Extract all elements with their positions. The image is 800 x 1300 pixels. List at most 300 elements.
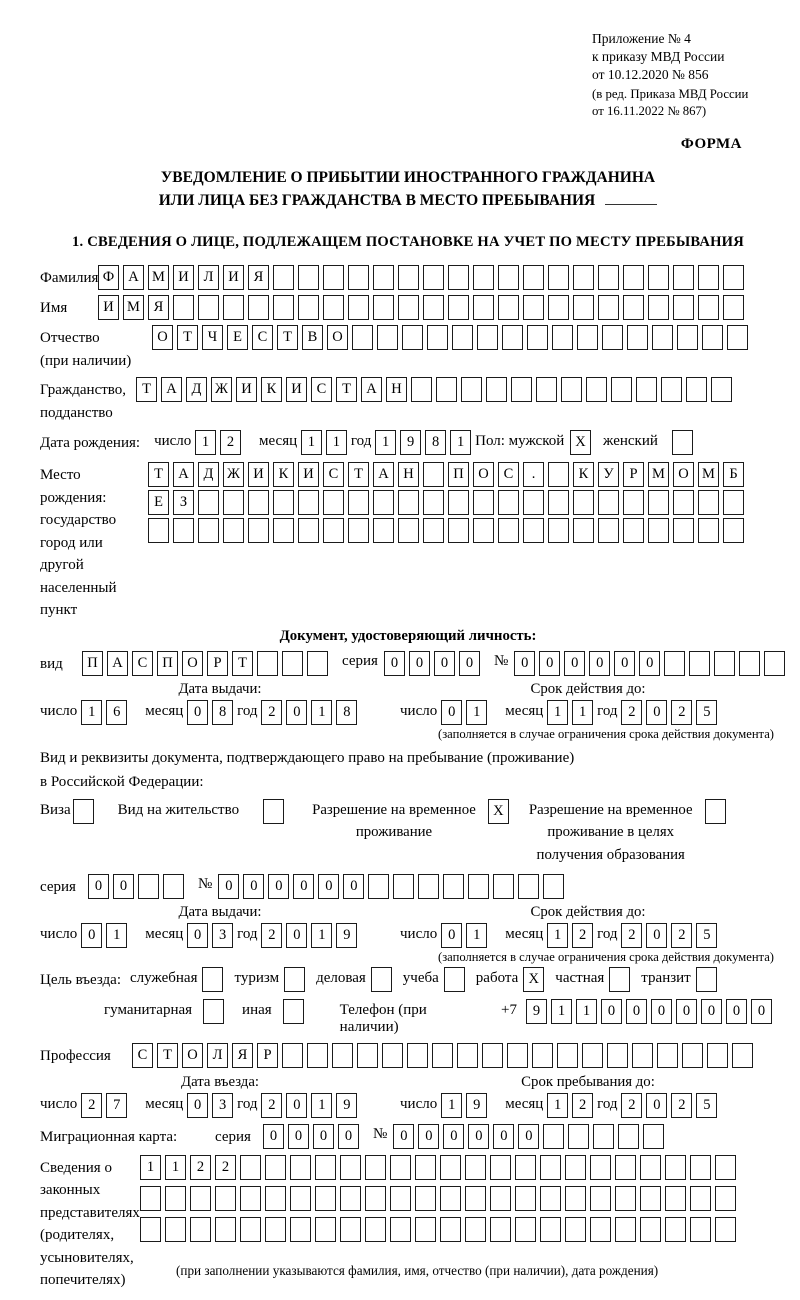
char-cell[interactable]: Я <box>148 295 169 320</box>
char-cell[interactable] <box>598 265 619 290</box>
char-cell[interactable]: 0 <box>441 700 462 725</box>
char-cell[interactable] <box>298 490 319 515</box>
char-cell[interactable] <box>473 265 494 290</box>
char-cell[interactable] <box>348 518 369 543</box>
char-cell[interactable] <box>265 1217 286 1242</box>
char-cell[interactable]: 0 <box>313 1124 334 1149</box>
char-cell[interactable] <box>140 1186 161 1211</box>
char-cell[interactable]: 9 <box>466 1093 487 1118</box>
char-cell[interactable] <box>473 295 494 320</box>
char-cell[interactable]: 7 <box>106 1093 127 1118</box>
char-cell[interactable]: 2 <box>572 923 593 948</box>
char-cell[interactable]: П <box>157 651 178 676</box>
char-cell[interactable]: Б <box>723 462 744 487</box>
char-cell[interactable] <box>573 295 594 320</box>
char-cell[interactable] <box>323 295 344 320</box>
char-cell[interactable]: 0 <box>493 1124 514 1149</box>
char-cell[interactable]: 1 <box>311 923 332 948</box>
char-cell[interactable]: 2 <box>190 1155 211 1180</box>
char-cell[interactable] <box>640 1186 661 1211</box>
char-cell[interactable] <box>764 651 785 676</box>
char-cell[interactable]: 9 <box>400 430 421 455</box>
char-cell[interactable]: 1 <box>547 1093 568 1118</box>
char-cell[interactable] <box>698 490 719 515</box>
char-cell[interactable] <box>715 1217 736 1242</box>
char-cell[interactable] <box>240 1217 261 1242</box>
char-cell[interactable] <box>540 1186 561 1211</box>
char-cell[interactable]: 1 <box>576 999 597 1024</box>
char-cell[interactable] <box>618 1124 639 1149</box>
char-cell[interactable] <box>557 1043 578 1068</box>
purpose-private-checkbox[interactable] <box>609 967 630 992</box>
char-cell[interactable] <box>165 1186 186 1211</box>
char-cell[interactable] <box>548 518 569 543</box>
char-cell[interactable]: 0 <box>187 1093 208 1118</box>
char-cell[interactable] <box>523 265 544 290</box>
char-cell[interactable]: К <box>261 377 282 402</box>
char-cell[interactable]: Д <box>186 377 207 402</box>
char-cell[interactable]: О <box>152 325 173 350</box>
char-cell[interactable] <box>248 295 269 320</box>
char-cell[interactable]: 2 <box>621 923 642 948</box>
char-cell[interactable]: 1 <box>165 1155 186 1180</box>
char-cell[interactable]: 1 <box>551 999 572 1024</box>
char-cell[interactable] <box>565 1155 586 1180</box>
char-cell[interactable]: 2 <box>621 700 642 725</box>
char-cell[interactable]: О <box>182 1043 203 1068</box>
char-cell[interactable] <box>598 490 619 515</box>
char-cell[interactable]: 0 <box>564 651 585 676</box>
char-cell[interactable] <box>523 295 544 320</box>
char-cell[interactable]: Л <box>207 1043 228 1068</box>
char-cell[interactable]: 6 <box>106 700 127 725</box>
char-cell[interactable] <box>714 651 735 676</box>
char-cell[interactable]: 1 <box>466 923 487 948</box>
char-cell[interactable]: А <box>173 462 194 487</box>
char-cell[interactable] <box>548 490 569 515</box>
char-cell[interactable]: Я <box>248 265 269 290</box>
char-cell[interactable]: М <box>148 265 169 290</box>
char-cell[interactable]: 9 <box>336 923 357 948</box>
char-cell[interactable] <box>240 1186 261 1211</box>
char-cell[interactable]: 0 <box>459 651 480 676</box>
char-cell[interactable] <box>648 295 669 320</box>
char-cell[interactable] <box>502 325 523 350</box>
char-cell[interactable]: И <box>236 377 257 402</box>
char-cell[interactable] <box>393 874 414 899</box>
char-cell[interactable] <box>407 1043 428 1068</box>
char-cell[interactable] <box>163 874 184 899</box>
char-cell[interactable] <box>198 490 219 515</box>
char-cell[interactable]: 1 <box>326 430 347 455</box>
char-cell[interactable] <box>711 377 732 402</box>
char-cell[interactable]: 2 <box>261 700 282 725</box>
char-cell[interactable] <box>523 490 544 515</box>
char-cell[interactable]: М <box>123 295 144 320</box>
char-cell[interactable] <box>315 1186 336 1211</box>
char-cell[interactable]: 2 <box>220 430 241 455</box>
char-cell[interactable]: Р <box>623 462 644 487</box>
temp-residence-education-checkbox[interactable] <box>705 799 726 824</box>
char-cell[interactable] <box>715 1186 736 1211</box>
char-cell[interactable]: 0 <box>243 874 264 899</box>
char-cell[interactable]: 5 <box>696 923 717 948</box>
char-cell[interactable] <box>215 1186 236 1211</box>
char-cell[interactable] <box>586 377 607 402</box>
char-cell[interactable]: 0 <box>338 1124 359 1149</box>
char-cell[interactable] <box>415 1217 436 1242</box>
char-cell[interactable]: Д <box>198 462 219 487</box>
char-cell[interactable] <box>436 377 457 402</box>
char-cell[interactable]: 2 <box>671 1093 692 1118</box>
char-cell[interactable] <box>640 1217 661 1242</box>
char-cell[interactable] <box>690 1186 711 1211</box>
char-cell[interactable]: К <box>573 462 594 487</box>
char-cell[interactable] <box>615 1155 636 1180</box>
char-cell[interactable] <box>543 874 564 899</box>
char-cell[interactable] <box>723 518 744 543</box>
char-cell[interactable] <box>323 518 344 543</box>
char-cell[interactable] <box>473 490 494 515</box>
char-cell[interactable] <box>590 1186 611 1211</box>
char-cell[interactable]: 0 <box>539 651 560 676</box>
char-cell[interactable] <box>365 1186 386 1211</box>
char-cell[interactable] <box>632 1043 653 1068</box>
char-cell[interactable] <box>290 1186 311 1211</box>
char-cell[interactable]: Т <box>277 325 298 350</box>
char-cell[interactable] <box>698 518 719 543</box>
char-cell[interactable] <box>665 1155 686 1180</box>
char-cell[interactable] <box>432 1043 453 1068</box>
char-cell[interactable] <box>590 1217 611 1242</box>
char-cell[interactable]: И <box>286 377 307 402</box>
purpose-other-checkbox[interactable] <box>283 999 304 1024</box>
char-cell[interactable]: О <box>327 325 348 350</box>
char-cell[interactable] <box>248 490 269 515</box>
char-cell[interactable]: 1 <box>81 700 102 725</box>
char-cell[interactable]: 0 <box>626 999 647 1024</box>
char-cell[interactable] <box>548 462 569 487</box>
char-cell[interactable]: 0 <box>286 923 307 948</box>
char-cell[interactable]: Н <box>386 377 407 402</box>
char-cell[interactable] <box>348 295 369 320</box>
char-cell[interactable]: 0 <box>646 700 667 725</box>
char-cell[interactable]: Т <box>148 462 169 487</box>
char-cell[interactable] <box>173 295 194 320</box>
char-cell[interactable] <box>598 518 619 543</box>
char-cell[interactable] <box>373 295 394 320</box>
char-cell[interactable] <box>652 325 673 350</box>
char-cell[interactable] <box>390 1186 411 1211</box>
char-cell[interactable]: Р <box>257 1043 278 1068</box>
char-cell[interactable] <box>515 1186 536 1211</box>
char-cell[interactable] <box>486 377 507 402</box>
char-cell[interactable] <box>307 651 328 676</box>
char-cell[interactable]: 1 <box>547 700 568 725</box>
char-cell[interactable]: Е <box>148 490 169 515</box>
char-cell[interactable] <box>340 1186 361 1211</box>
char-cell[interactable]: Ч <box>202 325 223 350</box>
char-cell[interactable] <box>332 1043 353 1068</box>
char-cell[interactable]: О <box>182 651 203 676</box>
char-cell[interactable] <box>190 1217 211 1242</box>
char-cell[interactable]: 1 <box>441 1093 462 1118</box>
char-cell[interactable]: 0 <box>286 700 307 725</box>
char-cell[interactable]: 0 <box>639 651 660 676</box>
char-cell[interactable]: А <box>361 377 382 402</box>
char-cell[interactable]: А <box>161 377 182 402</box>
char-cell[interactable] <box>473 518 494 543</box>
char-cell[interactable] <box>352 325 373 350</box>
char-cell[interactable] <box>689 651 710 676</box>
char-cell[interactable]: 0 <box>514 651 535 676</box>
char-cell[interactable]: П <box>448 462 469 487</box>
char-cell[interactable] <box>723 295 744 320</box>
char-cell[interactable]: А <box>373 462 394 487</box>
char-cell[interactable] <box>365 1155 386 1180</box>
char-cell[interactable] <box>165 1217 186 1242</box>
char-cell[interactable]: 2 <box>261 1093 282 1118</box>
char-cell[interactable] <box>148 518 169 543</box>
char-cell[interactable]: Т <box>177 325 198 350</box>
char-cell[interactable]: В <box>302 325 323 350</box>
char-cell[interactable] <box>427 325 448 350</box>
char-cell[interactable]: И <box>173 265 194 290</box>
char-cell[interactable] <box>623 295 644 320</box>
char-cell[interactable] <box>552 325 573 350</box>
char-cell[interactable] <box>573 265 594 290</box>
char-cell[interactable]: Ж <box>211 377 232 402</box>
char-cell[interactable]: Н <box>398 462 419 487</box>
char-cell[interactable] <box>648 518 669 543</box>
char-cell[interactable] <box>493 874 514 899</box>
char-cell[interactable] <box>723 490 744 515</box>
char-cell[interactable] <box>548 265 569 290</box>
char-cell[interactable] <box>298 265 319 290</box>
char-cell[interactable] <box>323 490 344 515</box>
char-cell[interactable] <box>411 377 432 402</box>
char-cell[interactable] <box>698 295 719 320</box>
char-cell[interactable]: 0 <box>113 874 134 899</box>
char-cell[interactable]: 2 <box>671 700 692 725</box>
char-cell[interactable] <box>615 1217 636 1242</box>
char-cell[interactable]: 0 <box>268 874 289 899</box>
temp-residence-checkbox[interactable]: X <box>488 799 509 824</box>
char-cell[interactable] <box>636 377 657 402</box>
purpose-tourism-checkbox[interactable] <box>284 967 305 992</box>
char-cell[interactable] <box>248 518 269 543</box>
char-cell[interactable] <box>273 490 294 515</box>
char-cell[interactable]: Ф <box>98 265 119 290</box>
char-cell[interactable]: 1 <box>450 430 471 455</box>
char-cell[interactable] <box>443 874 464 899</box>
char-cell[interactable]: 9 <box>336 1093 357 1118</box>
char-cell[interactable]: С <box>252 325 273 350</box>
char-cell[interactable]: Т <box>348 462 369 487</box>
char-cell[interactable] <box>573 518 594 543</box>
char-cell[interactable]: 0 <box>518 1124 539 1149</box>
char-cell[interactable] <box>138 874 159 899</box>
char-cell[interactable] <box>732 1043 753 1068</box>
residence-permit-checkbox[interactable] <box>263 799 284 824</box>
char-cell[interactable] <box>423 295 444 320</box>
char-cell[interactable] <box>665 1217 686 1242</box>
char-cell[interactable] <box>461 377 482 402</box>
char-cell[interactable] <box>515 1217 536 1242</box>
char-cell[interactable] <box>398 490 419 515</box>
char-cell[interactable] <box>648 490 669 515</box>
char-cell[interactable] <box>452 325 473 350</box>
char-cell[interactable]: П <box>82 651 103 676</box>
char-cell[interactable] <box>348 490 369 515</box>
char-cell[interactable] <box>290 1217 311 1242</box>
char-cell[interactable] <box>290 1155 311 1180</box>
char-cell[interactable]: 2 <box>621 1093 642 1118</box>
char-cell[interactable] <box>665 1186 686 1211</box>
char-cell[interactable] <box>298 518 319 543</box>
char-cell[interactable] <box>390 1155 411 1180</box>
char-cell[interactable] <box>257 651 278 676</box>
char-cell[interactable] <box>265 1155 286 1180</box>
char-cell[interactable]: Ж <box>223 462 244 487</box>
char-cell[interactable] <box>561 377 582 402</box>
purpose-transit-checkbox[interactable] <box>696 967 717 992</box>
char-cell[interactable] <box>702 325 723 350</box>
char-cell[interactable] <box>415 1186 436 1211</box>
purpose-study-checkbox[interactable] <box>444 967 465 992</box>
char-cell[interactable]: 0 <box>418 1124 439 1149</box>
char-cell[interactable]: Я <box>232 1043 253 1068</box>
char-cell[interactable] <box>398 518 419 543</box>
char-cell[interactable] <box>498 265 519 290</box>
char-cell[interactable]: 0 <box>286 1093 307 1118</box>
char-cell[interactable] <box>173 518 194 543</box>
char-cell[interactable] <box>568 1124 589 1149</box>
char-cell[interactable] <box>536 377 557 402</box>
char-cell[interactable] <box>240 1155 261 1180</box>
char-cell[interactable]: 3 <box>212 1093 233 1118</box>
char-cell[interactable]: И <box>248 462 269 487</box>
char-cell[interactable]: С <box>132 651 153 676</box>
char-cell[interactable]: 0 <box>384 651 405 676</box>
char-cell[interactable] <box>582 1043 603 1068</box>
char-cell[interactable] <box>198 295 219 320</box>
char-cell[interactable] <box>382 1043 403 1068</box>
char-cell[interactable]: 5 <box>696 700 717 725</box>
char-cell[interactable] <box>340 1155 361 1180</box>
char-cell[interactable]: 1 <box>140 1155 161 1180</box>
purpose-humanitarian-checkbox[interactable] <box>203 999 224 1024</box>
char-cell[interactable]: 8 <box>336 700 357 725</box>
char-cell[interactable] <box>357 1043 378 1068</box>
char-cell[interactable] <box>373 490 394 515</box>
char-cell[interactable] <box>598 295 619 320</box>
char-cell[interactable]: 0 <box>646 923 667 948</box>
char-cell[interactable]: З <box>173 490 194 515</box>
char-cell[interactable] <box>348 265 369 290</box>
char-cell[interactable]: 0 <box>318 874 339 899</box>
char-cell[interactable]: 8 <box>212 700 233 725</box>
char-cell[interactable] <box>223 295 244 320</box>
char-cell[interactable]: Т <box>232 651 253 676</box>
char-cell[interactable]: 0 <box>293 874 314 899</box>
char-cell[interactable]: Л <box>198 265 219 290</box>
char-cell[interactable] <box>515 1155 536 1180</box>
char-cell[interactable]: 0 <box>441 923 462 948</box>
char-cell[interactable] <box>698 265 719 290</box>
char-cell[interactable]: И <box>98 295 119 320</box>
char-cell[interactable] <box>623 490 644 515</box>
char-cell[interactable] <box>465 1217 486 1242</box>
char-cell[interactable] <box>507 1043 528 1068</box>
char-cell[interactable] <box>140 1217 161 1242</box>
char-cell[interactable]: 1 <box>195 430 216 455</box>
char-cell[interactable] <box>307 1043 328 1068</box>
char-cell[interactable] <box>673 518 694 543</box>
char-cell[interactable] <box>577 325 598 350</box>
char-cell[interactable] <box>368 874 389 899</box>
purpose-official-checkbox[interactable] <box>202 967 223 992</box>
char-cell[interactable] <box>365 1217 386 1242</box>
char-cell[interactable] <box>593 1124 614 1149</box>
char-cell[interactable]: 8 <box>425 430 446 455</box>
char-cell[interactable]: 0 <box>468 1124 489 1149</box>
char-cell[interactable] <box>490 1155 511 1180</box>
char-cell[interactable] <box>518 874 539 899</box>
char-cell[interactable] <box>715 1155 736 1180</box>
char-cell[interactable] <box>298 295 319 320</box>
char-cell[interactable] <box>273 265 294 290</box>
char-cell[interactable] <box>682 1043 703 1068</box>
char-cell[interactable]: 0 <box>589 651 610 676</box>
char-cell[interactable] <box>548 295 569 320</box>
char-cell[interactable]: 0 <box>751 999 772 1024</box>
char-cell[interactable]: 0 <box>88 874 109 899</box>
char-cell[interactable] <box>457 1043 478 1068</box>
char-cell[interactable] <box>739 651 760 676</box>
char-cell[interactable]: 1 <box>466 700 487 725</box>
char-cell[interactable] <box>565 1217 586 1242</box>
char-cell[interactable] <box>440 1155 461 1180</box>
char-cell[interactable]: Т <box>157 1043 178 1068</box>
char-cell[interactable] <box>623 265 644 290</box>
gender-male-checkbox[interactable]: X <box>570 430 591 455</box>
char-cell[interactable] <box>398 295 419 320</box>
char-cell[interactable] <box>511 377 532 402</box>
char-cell[interactable] <box>377 325 398 350</box>
char-cell[interactable]: 1 <box>106 923 127 948</box>
char-cell[interactable] <box>423 462 444 487</box>
char-cell[interactable]: 1 <box>375 430 396 455</box>
char-cell[interactable] <box>627 325 648 350</box>
char-cell[interactable] <box>198 518 219 543</box>
char-cell[interactable]: 2 <box>671 923 692 948</box>
char-cell[interactable]: И <box>298 462 319 487</box>
char-cell[interactable] <box>423 490 444 515</box>
char-cell[interactable]: 9 <box>526 999 547 1024</box>
char-cell[interactable] <box>440 1217 461 1242</box>
gender-female-checkbox[interactable] <box>672 430 693 455</box>
char-cell[interactable] <box>673 490 694 515</box>
char-cell[interactable] <box>664 651 685 676</box>
char-cell[interactable] <box>648 265 669 290</box>
char-cell[interactable] <box>465 1155 486 1180</box>
char-cell[interactable] <box>448 265 469 290</box>
char-cell[interactable]: 0 <box>434 651 455 676</box>
char-cell[interactable]: 2 <box>81 1093 102 1118</box>
char-cell[interactable] <box>448 295 469 320</box>
char-cell[interactable]: 0 <box>646 1093 667 1118</box>
